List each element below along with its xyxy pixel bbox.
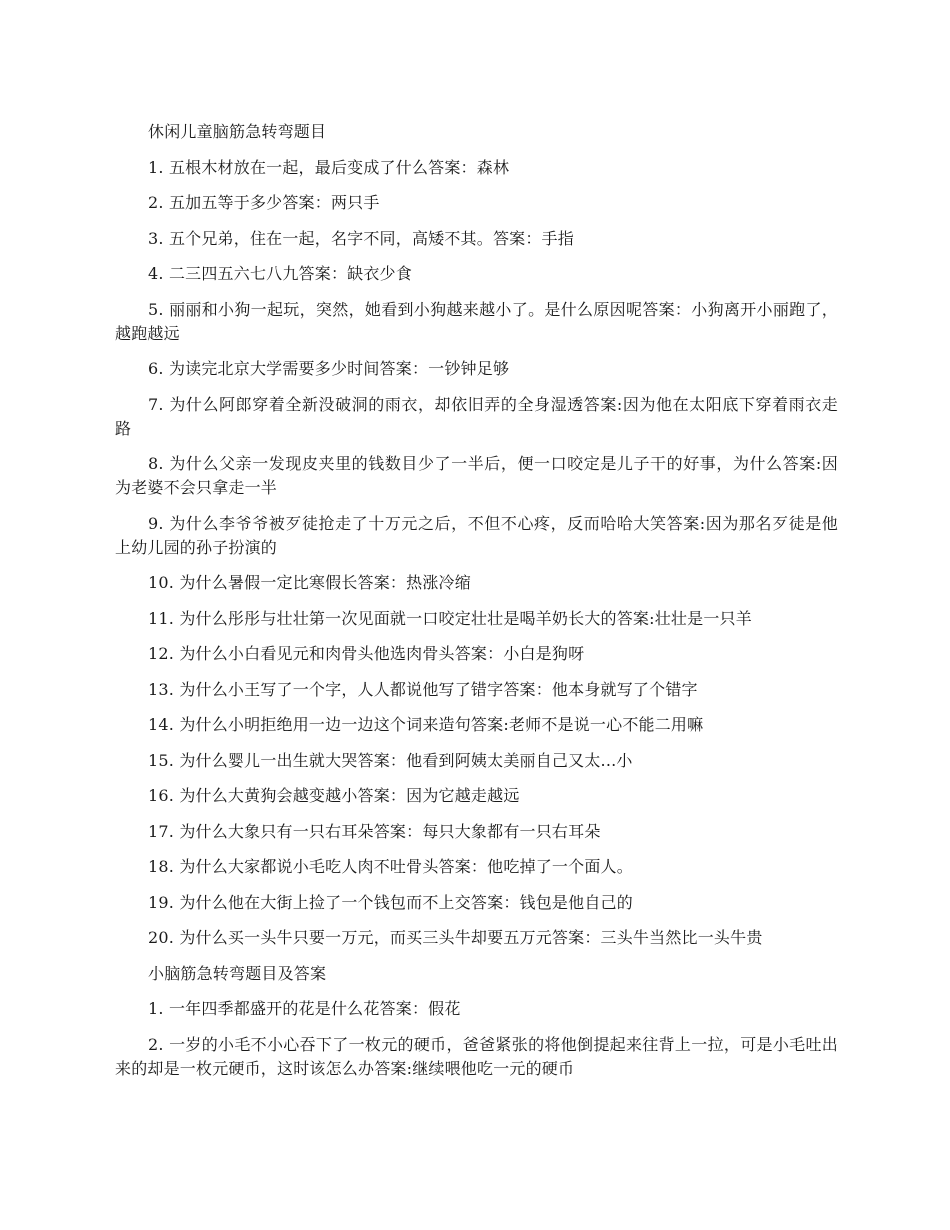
riddle-item: 6. 为读完北京大学需要多少时间答案：一钞钟足够: [148, 359, 510, 378]
riddle-item: 18. 为什么大家都说小毛吃人肉不吐骨头答案：他吃掉了一个面人。: [148, 857, 633, 876]
riddle-item: 1. 五根木材放在一起，最后变成了什么答案：森林: [148, 157, 510, 177]
riddle-item: 15. 为什么婴儿一出生就大哭答案：他看到阿姨太美丽自己又太...小: [148, 750, 633, 770]
riddle-item: 14. 为什么小明拒绝用一边一边这个词来造句答案:老师不是说一心不能二用嘛: [148, 715, 704, 734]
riddle-item: 5. 丽丽和小狗一起玩，突然，她看到小狗越来越小了。是什么原因呢答案：小狗离开小丽跑了，越跑越远: [115, 299, 838, 343]
riddle-item: 4. 二三四五六七八九答案：缺衣少食: [148, 264, 412, 283]
riddle-item: 9. 为什么李爷爷被歹徒抢走了十万元之后，不但不心疼，反而哈哈大笑答案:因为那名歹徒是他上幼儿园的孙子扮演的: [115, 513, 838, 557]
riddle-item: 10. 为什么暑假一定比寒假长答案：热涨冷缩: [148, 573, 471, 592]
riddle-item: 17. 为什么大象只有一只右耳朵答案：每只大象都有一只右耳朵: [148, 821, 601, 841]
riddle-item: 2. 五加五等于多少答案：两只手: [148, 193, 380, 212]
riddle-item: 2. 一岁的小毛不小心吞下了一枚元的硬币，爸爸紧张的将他倒提起来往背上一拉，可是小毛吐出来的却是一枚元硬币，这时该怎么办答案:继续喂他吃一元的硬币: [115, 1034, 838, 1078]
section-title-leisure-riddles: 休闲儿童脑筋急转弯题目: [148, 122, 327, 141]
riddle-item: 8. 为什么父亲一发现皮夹里的钱数目少了一半后，便一口咬定是儿子干的好事，为什么答案:因为老婆不会只拿走一半: [115, 454, 838, 497]
riddle-item: 19. 为什么他在大街上捡了一个钱包而不上交答案：钱包是他自己的: [148, 892, 633, 912]
riddle-item: 3. 五个兄弟，住在一起，名字不同，高矮不其。答案：手指: [148, 228, 574, 248]
riddle-item: 7. 为什么阿郎穿着全新没破洞的雨衣，却依旧弄的全身湿透答案:因为他在太阳底下穿着雨衣走路: [115, 394, 838, 438]
riddle-item: 1. 一年四季都盛开的花是什么花答案：假花: [148, 999, 461, 1018]
riddle-item: 16. 为什么大黄狗会越变越小答案：因为它越走越远: [148, 786, 520, 805]
riddle-item: 12. 为什么小白看见元和肉骨头他选肉骨头答案：小白是狗呀: [148, 644, 585, 663]
riddle-item: 20. 为什么买一头牛只要一万元，而买三头牛却要五万元答案：三头牛当然比一头牛贵: [148, 928, 763, 947]
section-title-small-riddles: 小脑筋急转弯题目及答案: [148, 963, 327, 983]
riddle-item: 11. 为什么彤彤与壮壮第一次见面就一口咬定壮壮是喝羊奶长大的答案:壮壮是一只羊: [148, 608, 752, 628]
riddle-item: 13. 为什么小王写了一个字，人人都说他写了错字答案：他本身就写了个错字: [148, 679, 698, 699]
document-body: [115, 120, 838, 1092]
